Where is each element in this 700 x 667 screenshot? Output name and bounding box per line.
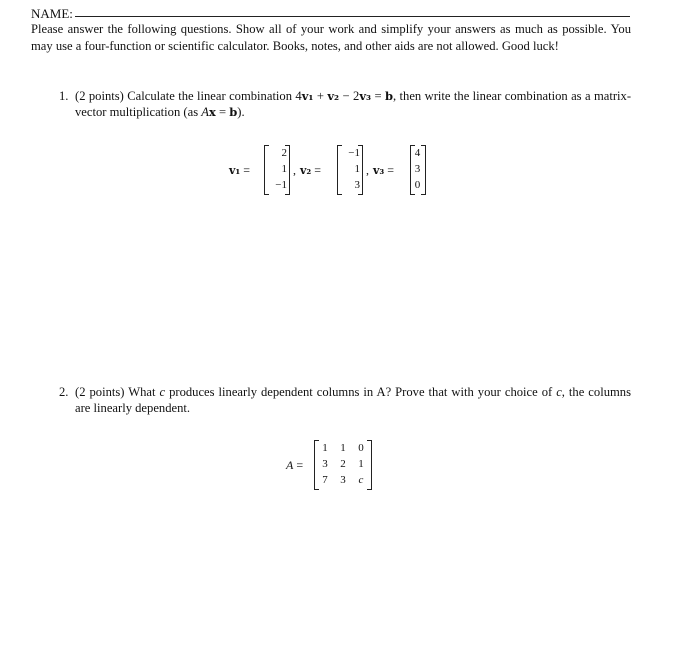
q1-b: b (384, 89, 393, 103)
q1-b2: b (229, 105, 238, 119)
vector-2-entry: 3 (354, 179, 360, 191)
vector-3-label (373, 145, 394, 196)
matrix-cell: 0 (358, 442, 364, 454)
instructions: Please answer the following questions. Show all of your work and simplify your answers as much as possible. You may use a four-function or scientific calculator. Books, notes, and other aids are not allowed. Good luck! (31, 22, 631, 53)
q1-A: A (201, 105, 209, 119)
q1-v1: v₁ (301, 89, 314, 103)
q2-text-b: produces linearly dependent columns in A? Prove that with your choice of (165, 385, 557, 399)
q2-text-c: , the columns are linearly dependent. (75, 385, 631, 415)
vector-1-label (229, 145, 250, 196)
question-2-number: 2. (59, 385, 69, 399)
q1-close: ). (237, 105, 245, 119)
vector-3-name: v₃ (373, 164, 385, 177)
vector-2-matrix (337, 145, 363, 195)
vector-2-label (300, 145, 321, 196)
right-bracket (358, 145, 363, 195)
vector-3-entry: 3 (414, 163, 421, 175)
vector-1-entry: −1 (275, 179, 287, 191)
right-bracket (285, 145, 290, 195)
matrix-cell: 1 (340, 442, 346, 454)
matrix-cell: 1 (358, 458, 364, 470)
vector-1-matrix (264, 145, 290, 195)
q1-v3: v₃ (359, 89, 372, 103)
q1-v2: v₂ (327, 89, 340, 103)
matrix-label (286, 440, 303, 490)
question-1-number: 1. (59, 89, 69, 103)
matrix-eq: = (293, 458, 304, 472)
matrix-name: A (286, 458, 294, 472)
vector-3-matrix (410, 145, 426, 195)
question-1-text (75, 88, 631, 120)
vector-2-eq: = (311, 163, 321, 177)
question-2-text (75, 384, 631, 416)
matrix-cell: 2 (340, 458, 346, 470)
matrix-cell: 1 (322, 442, 328, 454)
matrix-cell: c (358, 474, 364, 486)
question-1 (59, 88, 631, 120)
name-label: NAME: (31, 6, 73, 21)
matrix-cell: 3 (322, 458, 328, 470)
matrix-cell: 7 (322, 474, 328, 486)
vector-2-entry: −1 (348, 147, 360, 159)
q1-plus: + (313, 89, 328, 103)
q1-text-a: Calculate the linear combination 4 (127, 89, 302, 103)
vector-3-eq: = (384, 163, 394, 177)
vector-2-entry: 1 (354, 163, 360, 175)
q2-text-a: What (128, 385, 160, 399)
question-2-points: (2 points) (75, 385, 125, 399)
right-bracket (421, 145, 426, 195)
matrix-A (314, 440, 372, 490)
question-1-points: (2 points) (75, 89, 124, 103)
q2-c: c (159, 385, 166, 399)
vector-1-entry: 2 (281, 147, 287, 159)
q1-eq2: = (215, 105, 230, 119)
vector-2-name: v₂ (300, 164, 312, 177)
q1-minus: − 2 (339, 89, 360, 103)
vector-3-entry: 4 (414, 147, 421, 159)
q1-equals: = (371, 89, 385, 103)
right-bracket (367, 440, 372, 490)
q2-c2: c (556, 385, 562, 399)
vector-sep-1: , (293, 163, 296, 177)
vector-1-name: v₁ (229, 164, 241, 177)
name-underline (75, 16, 630, 17)
matrix-cell: 3 (340, 474, 346, 486)
vector-1-entry: 1 (281, 163, 287, 175)
q1-text-b: , then write the linear combination as a matrix-vector multiplication (as (75, 89, 632, 119)
q1-x: x (208, 105, 216, 119)
vector-1-eq: = (240, 163, 250, 177)
question-2 (59, 384, 631, 416)
vector-3-entry: 0 (414, 179, 421, 191)
vector-sep-2: , (366, 163, 369, 177)
